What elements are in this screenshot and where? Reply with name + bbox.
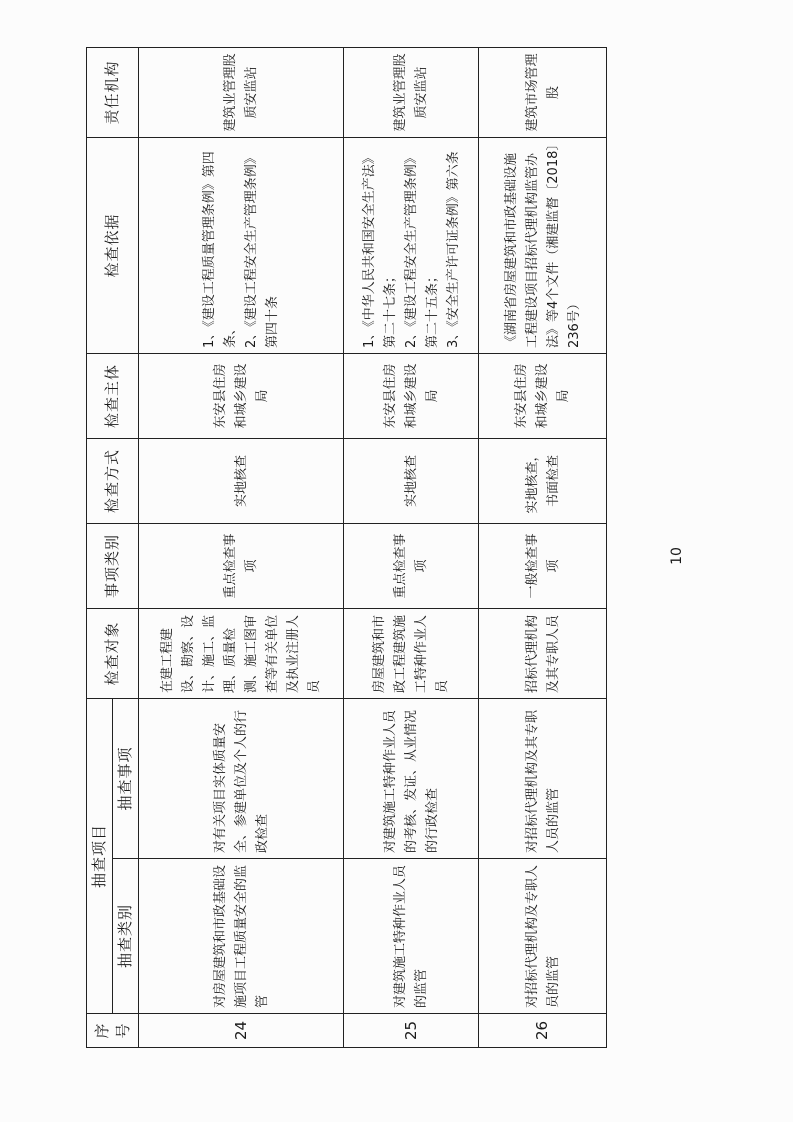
row-type: 重点检查事项 <box>344 523 479 608</box>
header-spot-item: 抽查事项 <box>113 698 139 858</box>
row-target: 招标代理机构及其专职人员 <box>479 608 607 698</box>
row-type: 重点检查事项 <box>139 523 344 608</box>
row-seq: 26 <box>479 1014 607 1048</box>
row-target: 在建工程建设、勘察、设计、施工、监理、质量检测、施工图审查等有关单位及执业注册人员 <box>139 608 344 698</box>
row-type: 一般检查事项 <box>479 523 607 608</box>
header-method: 检查方式 <box>87 438 139 523</box>
header-target: 检查对象 <box>87 608 139 698</box>
table-row <box>344 47 479 1047</box>
row-subject: 东安县住房和城乡建设局 <box>139 353 344 438</box>
row-target: 房屋建筑和市政工程建筑施工特种作业人员 <box>344 608 479 698</box>
row-basis: 1、《建设工程质量管理条例》第四条、 2、《建设工程安全生产管理条例》第四十条 <box>139 137 344 353</box>
row-item: 对招标代理机构及其专职人员的监管 <box>479 698 607 858</box>
page-number: 10 <box>668 547 685 565</box>
row-item: 对建筑施工特种作业人员的考核、发证、从业情况的行政检查 <box>344 698 479 858</box>
header-agency: 责任机构 <box>87 47 139 137</box>
row-item: 对有关项目实体质量安全、参建单位及个人的行政检查 <box>139 698 344 858</box>
table-row <box>479 47 607 1047</box>
header-subject: 检查主体 <box>87 353 139 438</box>
inspection-table-rotated <box>86 48 606 1048</box>
table-row <box>139 47 344 1047</box>
row-seq: 25 <box>344 1014 479 1048</box>
header-spot-project: 抽查项目 <box>87 698 113 1013</box>
row-agency: 建筑业管理股 质安监站 <box>139 47 344 137</box>
row-agency: 建筑业管理股 质安监站 <box>344 47 479 137</box>
row-basis: 《湖南省房屋建筑和市政基础设施工程建设项目招标代理机构监管办法》等4个文件（湘建监督〔2018〕236号） <box>479 137 607 353</box>
row-category: 对房屋建筑和市政基础设施项目工程质量安全的监管 <box>139 859 344 1014</box>
row-method: 实地核查 <box>139 438 344 523</box>
row-subject: 东安县住房和城乡建设局 <box>344 353 479 438</box>
inspection-table <box>86 47 607 1048</box>
row-method: 实地核查，书面检查 <box>479 438 607 523</box>
row-seq: 24 <box>139 1014 344 1048</box>
row-category: 对建筑施工特种作业人员的监管 <box>344 859 479 1014</box>
header-spot-category: 抽查类别 <box>113 859 139 1014</box>
row-basis: 1、《中华人民共和国安全生产法》第二十七条； 2、《建设工程安全生产管理条例》第二十五条； 3、《安全生产许可证条例》第六条 <box>344 137 479 353</box>
header-seq: 序号 <box>87 1014 139 1048</box>
row-subject: 东安县住房和城乡建设局 <box>479 353 607 438</box>
row-agency: 建筑市场管理股 <box>479 47 607 137</box>
header-item-type: 事项类别 <box>87 523 139 608</box>
header-basis: 检查依据 <box>87 137 139 353</box>
row-category: 对招标代理机构及专职人员的监管 <box>479 859 607 1014</box>
row-method: 实地核查 <box>344 438 479 523</box>
